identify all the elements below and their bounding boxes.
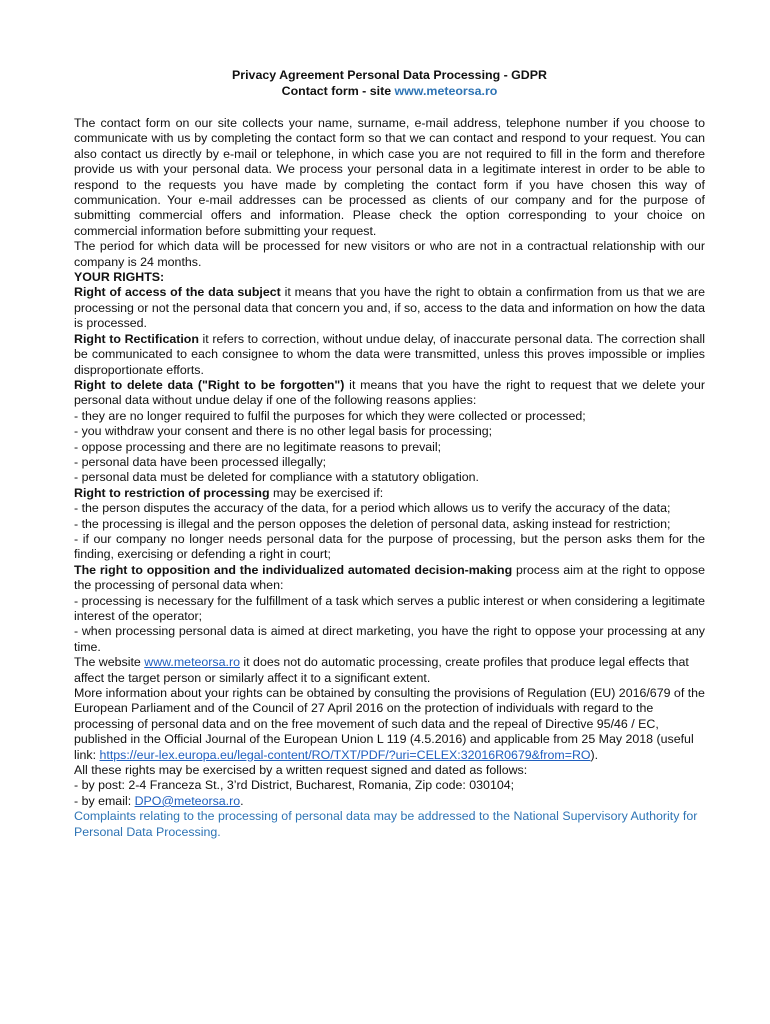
right-to-delete: Right to delete data ("Right to be forgotten") it means that you have the right to request that we delete your personal data without undue delay if one of the following reasons applies: — [74, 377, 705, 408]
supervisory-authority-link[interactable]: National Supervisory Authority for Personal Data Processing — [74, 809, 698, 839]
title-site-link[interactable]: www.meteorsa.ro — [394, 84, 498, 98]
restriction-item: - the person disputes the accuracy of the data, for a period which allows us to verify the accuracy of the data; — [74, 501, 671, 516]
right-to-opposition-title: The right to opposition and the individualized automated decision-making — [74, 562, 513, 577]
right-to-rectification: Right to Rectification it refers to correction, without undue delay, of inaccurate personal data. The correction shall be communicated to each consignee to whom the data were transmitted, unless this proves impossible or implies disproportionate efforts. — [74, 331, 706, 377]
delete-reason-item: - you withdraw your consent and there is no other legal basis for processing; — [74, 424, 493, 439]
right-of-access-title: Right of access of the data subject — [74, 285, 281, 300]
delete-reason-item: - oppose processing and there are no legitimate reasons to prevail; — [74, 439, 442, 454]
document-title — [74, 67, 705, 99]
right-to-restriction-title: Right to restriction of processing — [74, 485, 270, 500]
delete-reason-item: - they are no longer required to fulfil the purposes for which they were collected or processed; — [74, 408, 586, 423]
eur-lex-link[interactable]: https://eur-lex.europa.eu/legal-content/RO/TXT/PDF/?uri=CELEX:32016R0679&from=RO — [99, 747, 591, 762]
document-body — [74, 116, 705, 840]
restriction-item: - the processing is illegal and the person opposes the deletion of personal data, asking instead for restriction; — [74, 516, 671, 531]
contact-post: - by post: 2-4 Franceza St., 3’rd District, Bucharest, Romania, Zip code: 030104; — [74, 778, 515, 793]
opposition-item: - when processing personal data is aimed at direct marketing, you have the right to oppose your processing at any time. — [74, 624, 705, 654]
website-statement: The website www.meteorsa.ro it does not do automatic processing, create profiles that produce legal effects that affect the target person or similarly affect it to a significant extent. — [74, 655, 689, 685]
restriction-item: - if our company no longer needs personal data for the purpose of processing, but the person asks them for the finding, exercising or defending a right in court; — [74, 531, 705, 562]
right-to-rectification-title: Right to Rectification — [74, 331, 199, 346]
right-of-access: Right of access of the data subject it means that you have the right to obtain a confirmation from us that we are processing or not the personal data that concern you and, if so, access to the data and information on how the data is processed. — [74, 285, 705, 331]
opposition-item: - processing is necessary for the fulfillment of a task which serves a public interest or when considering a legitimate interest of the operator; — [74, 593, 705, 623]
right-to-opposition: The right to opposition and the individualized automated decision-making process aim at the right to oppose the processing of personal data when: — [74, 562, 705, 593]
more-info-paragraph: More information about your rights can be obtained by consulting the provisions of Regulation (EU) 2016/679 of the European Parliament and of the Council of 27 April 2016 on the protection of individuals with regard to the processing of personal data and on the free movement of such data and the repeal of Directive 95/46 / EC, published in the Official Journal of the European Union L 119 (4.5.2016) and applicable from 25 May 2018 (useful link: https://eur-lex.europa.eu/legal-content/RO/TXT/PDF/?uri=CELEX:32016R0679&from=RO). — [74, 686, 705, 762]
website-link[interactable]: www.meteorsa.ro — [144, 655, 240, 670]
delete-reason-item: - personal data have been processed illegally; — [74, 454, 327, 469]
contact-email: - by email: DPO@meteorsa.ro. — [74, 793, 244, 808]
right-to-delete-title: Right to delete data ("Right to be forgotten") — [74, 377, 345, 392]
dpo-email-link[interactable]: DPO@meteorsa.ro — [134, 793, 241, 808]
intro-paragraph: The contact form on our site collects your name, surname, e-mail address, telephone number if you choose to communicate with us by completing the contact form so that we can contact and respond to your request. You can also contact us directly by e-mail or telephone, in which case you are not required to fill in the form and therefore provide us with your personal data. We process your personal data in a legitimate interest in order to be able to respond to the requests you have made by completing the contact form if you have chosen this way of communication. Your e-mail addresses can be processed as clients of our company and for the purpose of submitting commercial offers and information. Please check the option corresponding to your choice on commercial information before submitting your request. — [74, 116, 705, 238]
right-to-restriction: Right to restriction of processing may be exercised if: — [74, 485, 384, 500]
retention-paragraph: The period for which data will be processed for new visitors or who are not in a contractual relationship with our company is 24 months. — [74, 239, 705, 269]
title-line-2-prefix: Contact form - site — [281, 84, 395, 98]
complaints-paragraph: Complaints relating to the processing of personal data may be addressed to the National Supervisory Authority for Personal Data Processing. — [74, 809, 698, 839]
contact-intro: All these rights may be exercised by a written request signed and dated as follows: — [74, 763, 528, 778]
title-line-1: Privacy Agreement Personal Data Processing - GDPR — [232, 68, 547, 82]
delete-reason-item: - personal data must be deleted for compliance with a statutory obligation. — [74, 470, 479, 485]
rights-heading: YOUR RIGHTS: — [74, 270, 165, 285]
